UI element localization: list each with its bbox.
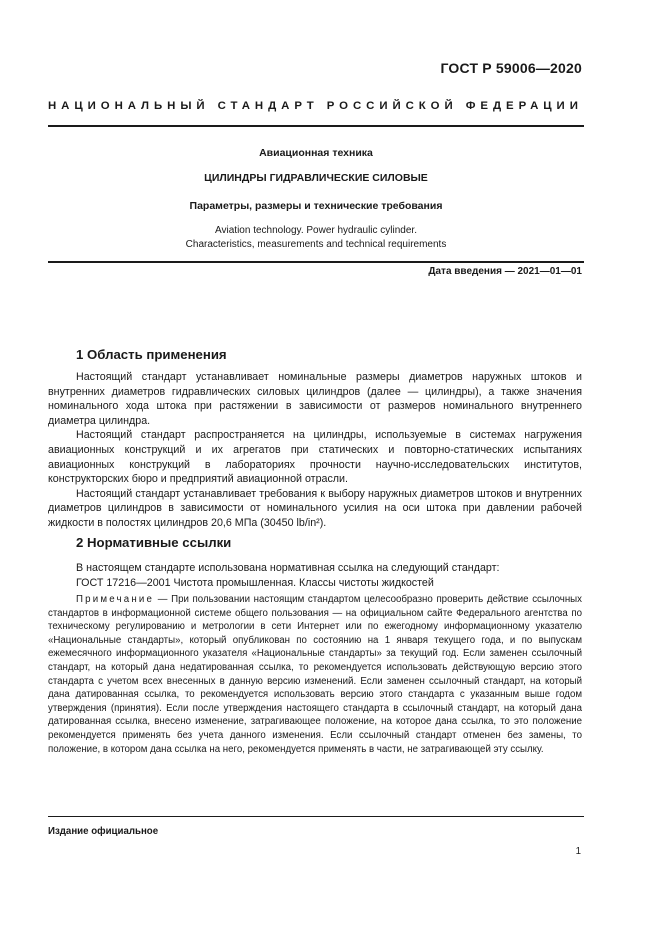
note-text: — При пользовании настоящим стандартом целесообразно проверить действие ссылочных стандартов в информационной системе общего пользования — на официальном сайте Федерального агентства по техническому регулированию и метрологии в сети Интернет или по ежегодному информационному указателю «Национальные стандарты», который опубликован по состоянию на 1 января текущего года, и по выпускам ежемесячного информационного указателя «Национальные стандарты» за текущий год. Если заменен ссылочный стандарт, на который дана недатированная ссылка, то рекомендуется использовать действующую версию этого стандарта с учетом всех внесенных в данную версию изменений. Если заменен ссылочный стандарт, на который дана датированная ссылка, то рекомендуется использовать версию этого стандарта с указанным выше годом утверждения (принятия). Если после утверждения настоящего стандарта в ссылочный стандарт, на который дана датированная ссылка, внесено изменение, затрагивающее положение, на которое дана ссылка, то это положение рекомендуется применять без учета данного изменения. Если ссылочный стандарт отменен без замены, то положение, в котором дана ссылка на него, рекомендуется применять в части, не затрагивающей эту ссылку. — [48, 594, 582, 755]
document-subtitle: Параметры, размеры и технические требования — [189, 200, 443, 212]
footer-divider — [48, 816, 584, 817]
english-title-line: Characteristics, measurements and technical requirements — [185, 239, 447, 250]
paragraph: Настоящий стандарт устанавливает требования к выбору наружных диаметров штоков и внутренних диаметров цилиндров в зависимости от номинального усилия на оси штока при давлении рабочей жидкости в полостях цилиндров 20,6 МПа (30450 lb/in²). — [48, 487, 582, 529]
normative-reference: ГОСТ 17216—2001 Чистота промышленная. Классы чистоты жидкостей — [76, 576, 434, 589]
document-subject: Авиационная техника — [259, 147, 373, 159]
paragraph: Настоящий стандарт распространяется на цилиндры, используемые в системах нагружения авиационных конструкций и их агрегатов при статических и повторно-статических испытаниях авиационных конструкций в лабораториях прочности научно-исследовательских институтов, конструкторских бюро и предприятий авиационной отрасли. — [48, 429, 582, 486]
paragraph: В настоящем стандарте использована нормативная ссылка на следующий стандарт: — [76, 562, 500, 574]
standard-number: ГОСТ Р 59006—2020 — [440, 60, 582, 76]
introduction-date: Дата введения — 2021—01—01 — [428, 266, 582, 277]
document-title: ЦИЛИНДРЫ ГИДРАВЛИЧЕСКИЕ СИЛОВЫЕ — [204, 172, 428, 184]
reference-note — [48, 593, 582, 756]
page-number: 1 — [575, 846, 581, 857]
header-divider — [48, 125, 584, 127]
english-title — [48, 224, 584, 252]
title-divider — [48, 261, 584, 263]
section-1-heading: 1 Область применения — [76, 347, 227, 362]
english-title-line: Aviation technology. Power hydraulic cylinder. — [215, 225, 417, 236]
paragraph: Настоящий стандарт устанавливает номинальные размеры диаметров наружных штоков и внутренних диаметров гидравлических силовых цилиндров (далее — цилиндры), а также значения номинального хода штока при растяжении в зависимости от размеров номинального внутреннего диаметра цилиндра. — [48, 371, 582, 427]
section-2-body — [48, 561, 582, 590]
section-2-heading: 2 Нормативные ссылки — [76, 535, 232, 550]
national-standard-banner: НАЦИОНАЛЬНЫЙ СТАНДАРТ РОССИЙСКОЙ ФЕДЕРАЦИИ — [48, 100, 583, 112]
note-paragraph — [48, 593, 582, 756]
note-label: Примечание — [76, 594, 155, 605]
official-edition-label: Издание официальное — [48, 826, 159, 837]
section-1-body — [48, 370, 582, 531]
